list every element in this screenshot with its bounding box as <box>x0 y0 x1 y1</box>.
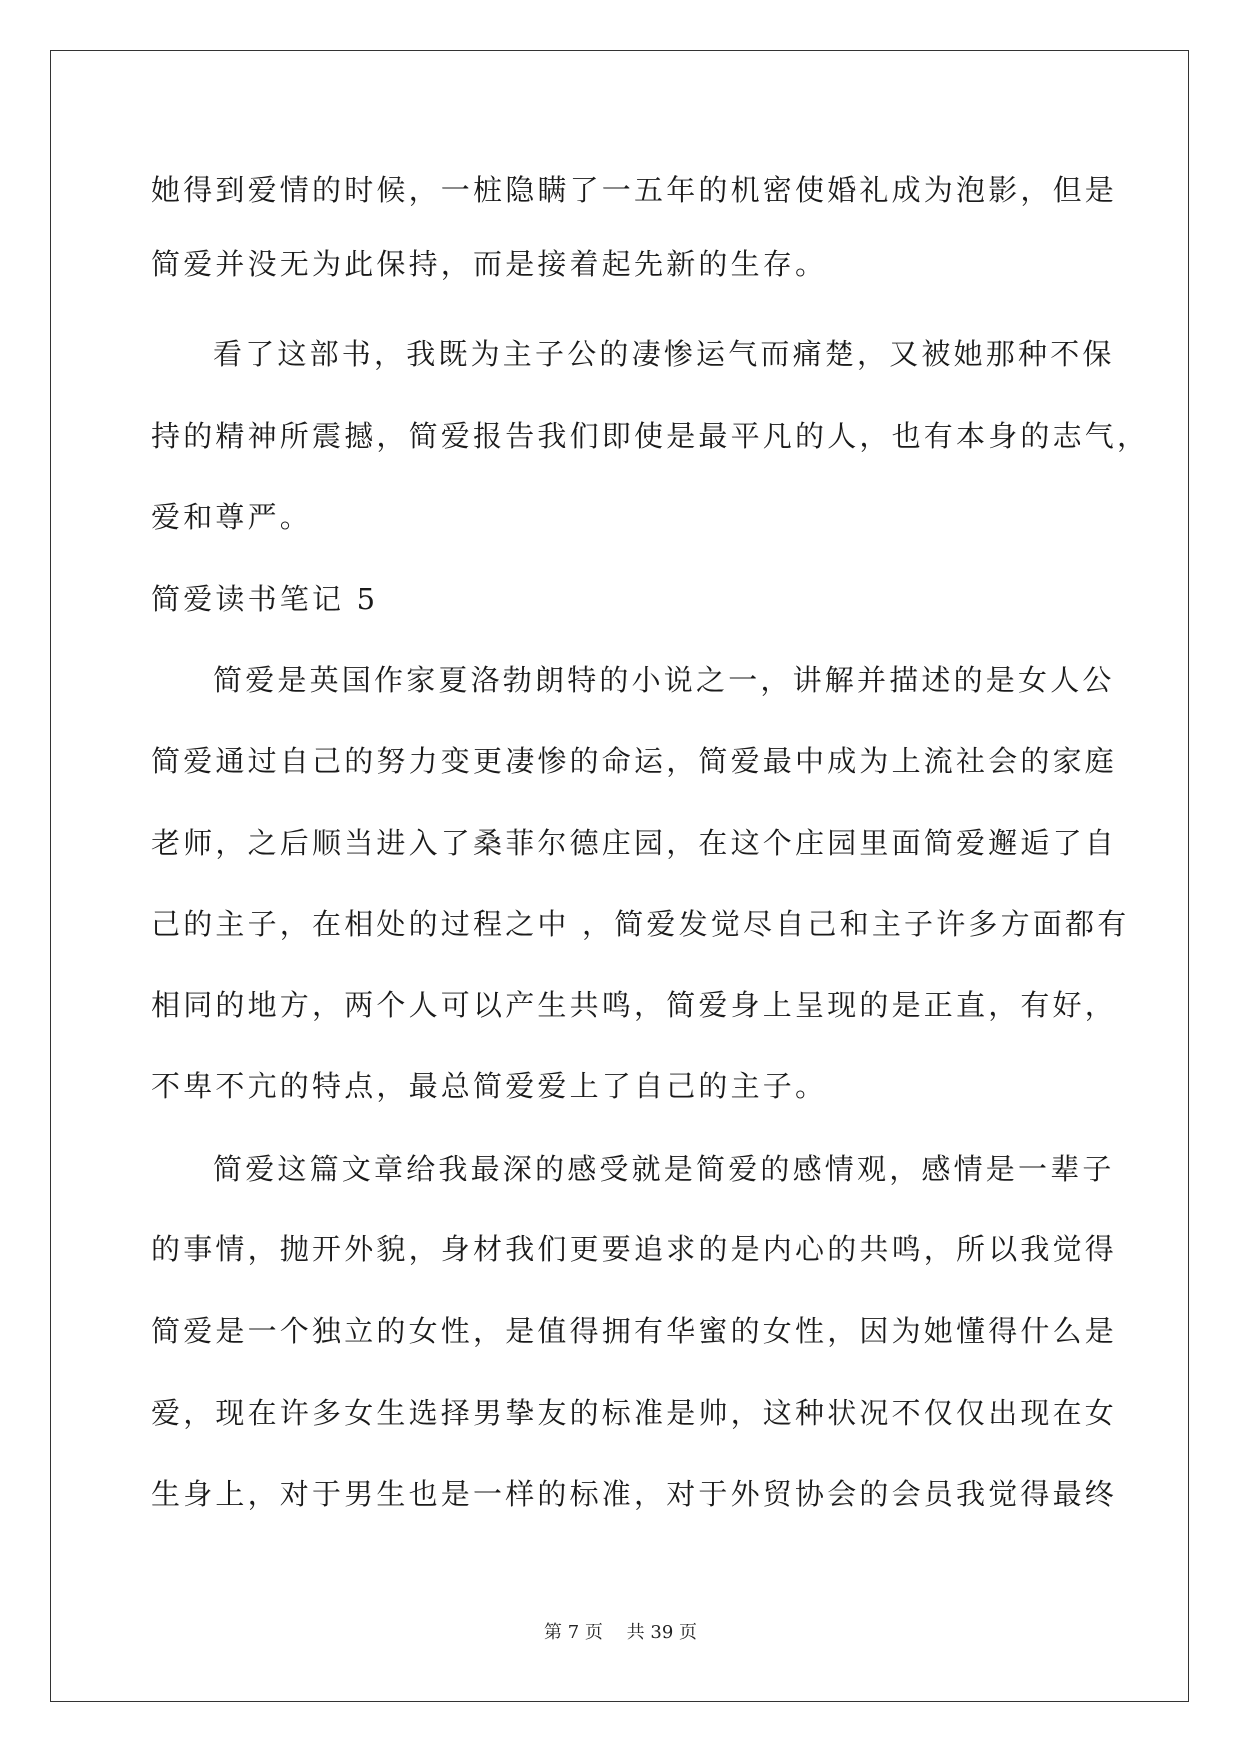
page-border <box>50 50 1189 1702</box>
text-line: 己的主子，在相处的过程之中 ，简爱发觉尽自己和主子许多方面都有 <box>151 907 1130 941</box>
text-line: 简爱是一个独立的女性，是值得拥有华蜜的女性，因为她懂得什么是 <box>151 1314 1118 1348</box>
text-line: 的事情，抛开外貌，身材我们更要追求的是内心的共鸣，所以我觉得 <box>151 1232 1118 1266</box>
text-line: 爱，现在许多女生选择男挚友的标准是帅，这种状况不仅仅出现在女 <box>151 1396 1118 1430</box>
text-line: 生身上，对于男生也是一样的标准，对于外贸协会的会员我觉得最终 <box>151 1477 1118 1511</box>
page-total: 共 39 页 <box>626 1622 697 1643</box>
text-line: 老师，之后顺当进入了桑菲尔德庄园，在这个庄园里面简爱邂逅了自 <box>151 826 1118 860</box>
text-line: 持的精神所震撼，简爱报告我们即使是最平凡的人，也有本身的志气， <box>151 419 1150 453</box>
paragraph-start: 简爱是英国作家夏洛勃朗特的小说之一，讲解并描述的是女人公 <box>213 663 1115 697</box>
text-line: 相同的地方，两个人可以产生共鸣，简爱身上呈现的是正直，有好， <box>151 988 1118 1022</box>
text-line: 简爱通过自己的努力变更凄惨的命运，简爱最中成为上流社会的家庭 <box>151 744 1118 778</box>
section-heading: 简爱读书笔记 5 <box>151 582 379 616</box>
text-line: 她得到爱情的时候，一桩隐瞒了一五年的机密使婚礼成为泡影，但是 <box>151 173 1118 207</box>
paragraph-start: 简爱这篇文章给我最深的感受就是简爱的感情观，感情是一辈子 <box>213 1152 1115 1186</box>
text-line: 爱和尊严。 <box>151 500 313 534</box>
text-line: 简爱并没无为此保持，而是接着起先新的生存。 <box>151 247 828 281</box>
page-footer <box>0 1621 1241 1645</box>
text-line: 不卑不亢的特点，最总简爱爱上了自己的主子。 <box>151 1069 828 1103</box>
page-number: 第 7 页 <box>544 1622 603 1643</box>
paragraph-start: 看了这部书，我既为主子公的凄惨运气而痛楚，又被她那种不保 <box>213 337 1115 371</box>
